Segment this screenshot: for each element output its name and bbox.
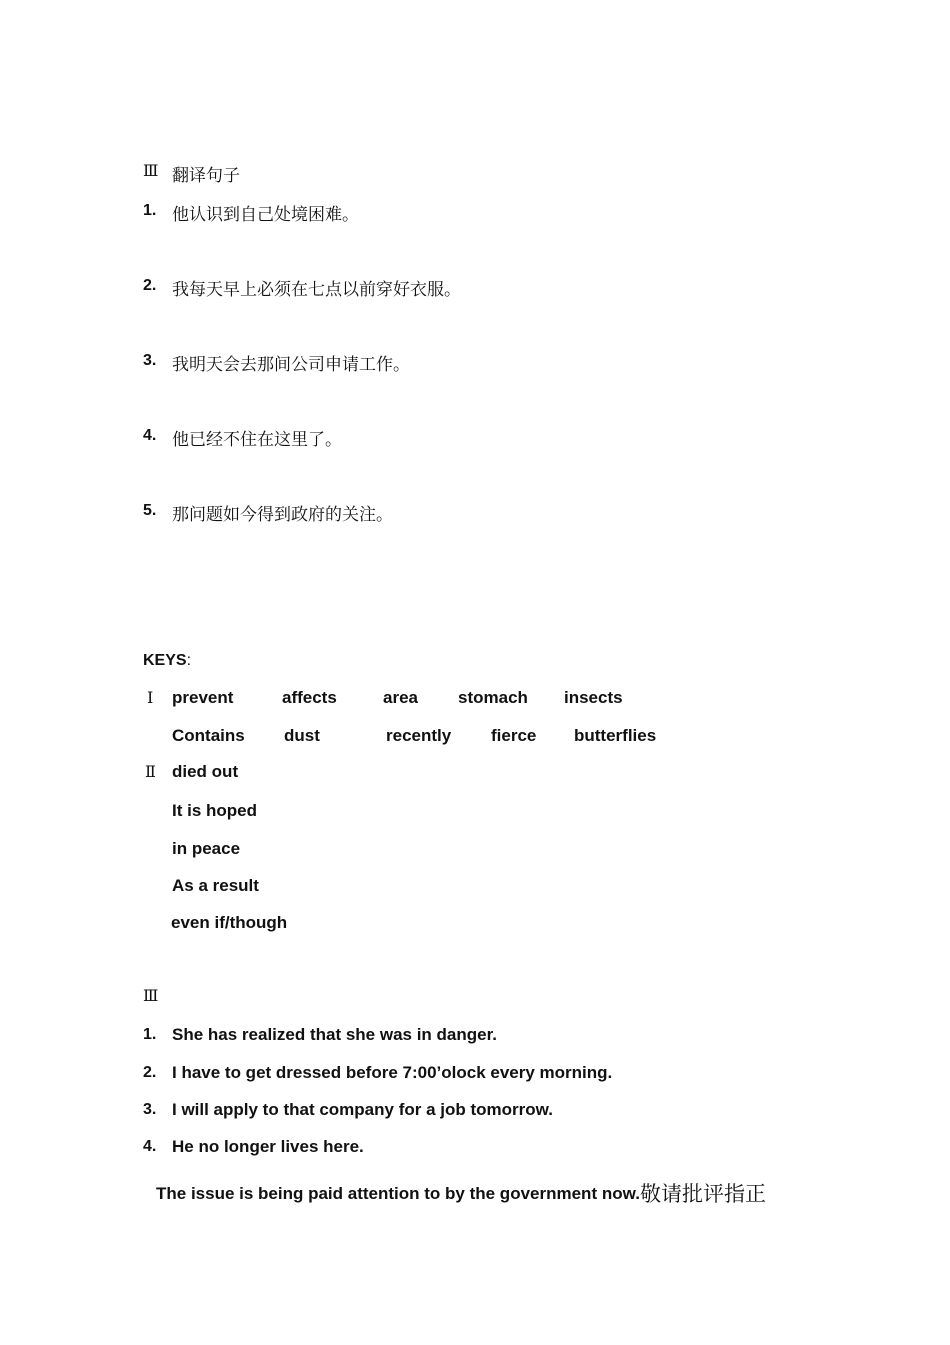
task-number-2: 2.: [143, 277, 157, 294]
answer-number-3: 3.: [143, 1101, 157, 1118]
task-sentence-1: 他认识到自己处境困难。: [172, 205, 359, 225]
answer-sentence-2: I have to get dressed before 7:00’olock every morning.: [172, 1063, 613, 1082]
key-word: dust: [284, 726, 320, 745]
keys-colon: :: [186, 652, 192, 669]
key-word: stomach: [458, 688, 528, 707]
key-word: area: [383, 688, 418, 707]
keys-heading: [143, 652, 191, 670]
task-sentence-2: 我每天早上必须在七点以前穿好衣服。: [172, 280, 461, 300]
section-3-roman-numeral: Ⅲ: [143, 161, 159, 180]
task-sentence-5: 那问题如今得到政府的关注。: [172, 505, 393, 525]
closing-note: 敬请批评指正: [640, 1182, 766, 1206]
task-number-1: 1.: [143, 202, 157, 219]
key-phrase: It is hoped: [172, 801, 257, 820]
task-sentence-3: 我明天会去那间公司申请工作。: [172, 355, 410, 375]
key-word: affects: [282, 688, 337, 707]
key-phrase: As a result: [172, 876, 259, 895]
key-word: prevent: [172, 688, 234, 707]
answer-number-1: 1.: [143, 1026, 157, 1043]
keys-part-1-roman-numeral: Ⅰ: [147, 688, 154, 707]
key-word: insects: [564, 688, 623, 707]
section-3-title: 翻译句子: [172, 166, 240, 186]
answer-number-4: 4.: [143, 1138, 157, 1155]
answer-sentence-5: The issue is being paid attention to by the government now.: [156, 1184, 640, 1203]
task-number-3: 3.: [143, 352, 157, 369]
key-word: recently: [386, 726, 452, 745]
task-number-4: 4.: [143, 427, 157, 444]
task-sentence-4: 他已经不住在这里了。: [172, 430, 342, 450]
key-word: fierce: [491, 726, 537, 745]
answer-number-2: 2.: [143, 1064, 157, 1081]
key-phrase: died out: [172, 762, 239, 781]
key-phrase: in peace: [172, 839, 241, 858]
task-number-5: 5.: [143, 502, 157, 519]
answer-sentence-4: He no longer lives here.: [172, 1137, 364, 1156]
keys-label: KEYS: [143, 652, 187, 669]
keys-part-2-roman-numeral: Ⅱ: [145, 762, 156, 781]
answer-sentence-1: She has realized that she was in danger.: [172, 1025, 498, 1044]
answer-sentence-3: I will apply to that company for a job tomorrow.: [172, 1100, 553, 1119]
key-word: Contains: [172, 726, 245, 745]
key-word: butterflies: [574, 726, 657, 745]
keys-part-3-roman-numeral: Ⅲ: [143, 986, 159, 1005]
key-phrase: even if/though: [171, 913, 288, 932]
